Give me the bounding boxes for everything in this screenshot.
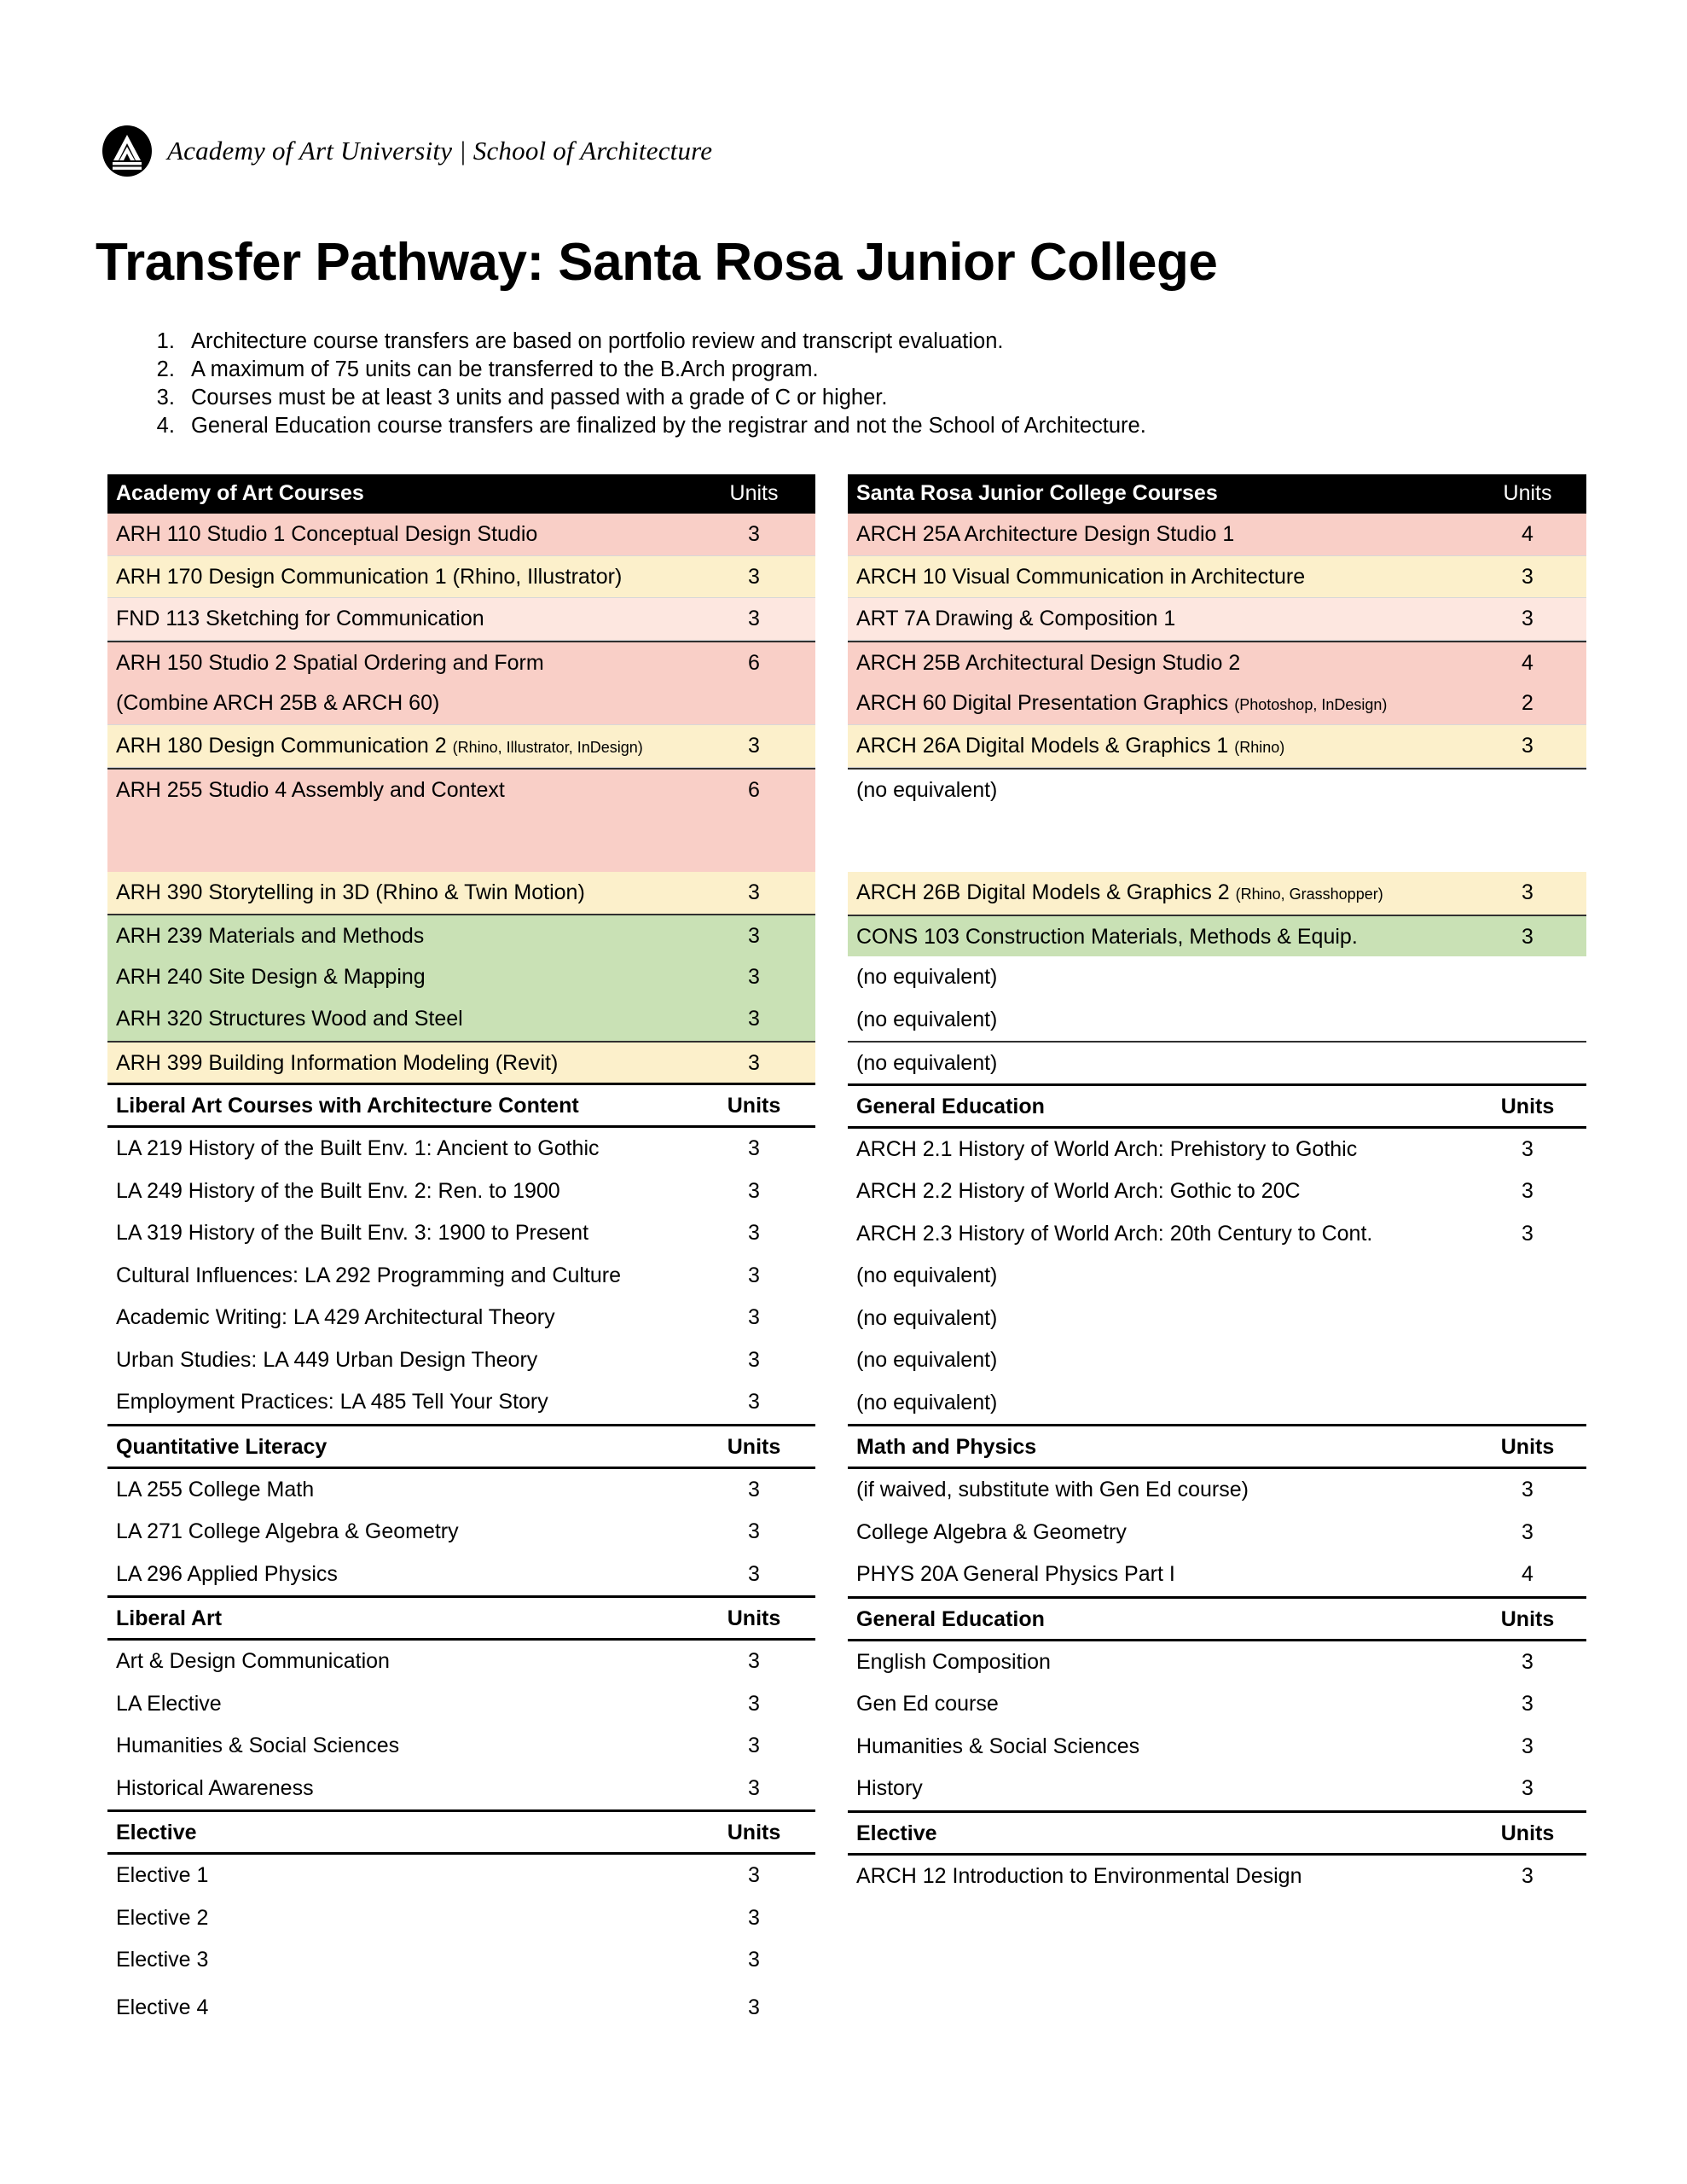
course-name: LA 296 Applied Physics — [116, 1561, 338, 1586]
course-name: Humanities & Social Sciences — [856, 1734, 1140, 1758]
notes-list — [130, 328, 1460, 441]
section-title: Liberal Art Courses with Architecture Content — [116, 1094, 579, 1118]
table-row — [848, 1554, 1586, 1596]
table-row — [848, 514, 1586, 556]
course-units: 3 — [1522, 1776, 1533, 1800]
course-units: 3 — [748, 1649, 760, 1673]
course-units — [1481, 770, 1586, 785]
table-row — [848, 872, 1586, 915]
course-units: 3 — [748, 1995, 760, 2019]
table-row — [848, 1856, 1586, 1898]
table-row — [848, 556, 1586, 599]
table-row — [107, 641, 815, 683]
course-name-note: (Rhino, Grasshopper) — [1235, 886, 1383, 903]
table-row — [848, 1726, 1586, 1769]
table-row — [107, 1170, 815, 1213]
course-units: 3 — [748, 564, 760, 589]
table-row — [107, 514, 815, 556]
course-name: ARCH 12 Introduction to Environmental Design — [856, 1863, 1302, 1888]
column-header-courses: Academy of Art Courses — [116, 481, 364, 505]
section-title: Liberal Art — [116, 1606, 223, 1630]
table-row — [107, 1987, 815, 2035]
table-row — [848, 1298, 1586, 1340]
course-units: 3 — [1522, 1734, 1533, 1758]
course-name: LA 219 History of the Built Env. 1: Ancient to Gothic — [116, 1136, 600, 1160]
course-name: ARH 239 Materials and Methods — [116, 924, 425, 948]
course-name: English Composition — [856, 1649, 1051, 1674]
table-header-row — [848, 474, 1586, 514]
course-name: Employment Practices: LA 485 Tell Your Story — [116, 1390, 548, 1414]
course-name: (no equivalent) — [856, 1263, 998, 1287]
table-row — [107, 914, 815, 956]
course-name: ARCH 2.1 History of World Arch: Prehistory to Gothic — [856, 1136, 1358, 1161]
course-units: 3 — [1522, 1179, 1533, 1203]
course-name: ARCH 2.2 History of World Arch: Gothic to 20C — [856, 1179, 1301, 1203]
table-row — [107, 1469, 815, 1512]
course-units — [1481, 956, 1586, 972]
table-row — [848, 598, 1586, 641]
table-row — [107, 682, 815, 725]
table-row — [848, 1768, 1586, 1810]
course-name: ARCH 60 Digital Presentation Graphics (Photoshop, InDesign) — [856, 691, 1388, 715]
course-name: Elective 3 — [116, 1948, 209, 1972]
course-name: (no equivalent) — [856, 1390, 998, 1414]
table-row — [107, 1725, 815, 1768]
course-name: Academic Writing: LA 429 Architectural Theory — [116, 1305, 555, 1329]
section-header-row — [107, 1595, 815, 1641]
course-units: 3 — [748, 964, 760, 989]
course-name: Elective 2 — [116, 1905, 209, 1930]
table-row — [107, 998, 815, 1041]
table-row — [848, 641, 1586, 683]
column-header-courses: Santa Rosa Junior College Courses — [856, 481, 1218, 505]
course-name: (no equivalent) — [856, 1305, 998, 1330]
course-units: 3 — [748, 1948, 760, 1972]
course-name: (no equivalent) — [856, 1051, 998, 1075]
course-units: 3 — [748, 1136, 760, 1160]
course-name: ARH 320 Structures Wood and Steel — [116, 1007, 463, 1031]
course-name: LA Elective — [116, 1691, 222, 1716]
course-units: 3 — [1522, 1221, 1533, 1246]
course-name: ARH 240 Site Design & Mapping — [116, 964, 426, 989]
transfer-tables — [107, 474, 1586, 2035]
column-header-units: Units — [727, 1821, 781, 1844]
table-header-row — [107, 474, 815, 514]
table-row — [848, 682, 1586, 725]
course-units: 3 — [748, 1007, 760, 1031]
table-row — [848, 915, 1586, 957]
course-name: ART 7A Drawing & Composition 1 — [856, 607, 1176, 630]
course-name: LA 255 College Math — [116, 1477, 315, 1502]
note-item: 1. Architecture course transfers are based on portfolio review and transcript evaluation. — [181, 328, 1460, 356]
course-units: 6 — [748, 650, 760, 675]
table-row — [107, 598, 815, 641]
note-item: 4. General Education course transfers are finalized by the registrar and not the School of Architecture. — [181, 413, 1460, 440]
course-units: 3 — [748, 1519, 760, 1543]
course-units — [1481, 1043, 1586, 1058]
section-header-row — [107, 1424, 815, 1469]
table-row — [107, 1511, 815, 1554]
section-title: Elective — [116, 1821, 197, 1844]
table-row — [107, 1939, 815, 1987]
section-header-row — [848, 1083, 1586, 1129]
course-units: 3 — [748, 1477, 760, 1502]
course-name: CONS 103 Construction Materials, Methods & Equip. — [856, 924, 1358, 949]
course-units: 3 — [1522, 564, 1533, 589]
course-name: Historical Awareness — [116, 1775, 314, 1800]
table-row — [107, 1855, 815, 1897]
table-row — [107, 872, 815, 915]
course-name: ARH 255 Studio 4 Assembly and Context — [116, 777, 505, 802]
course-units: 3 — [748, 1263, 760, 1287]
section-title: General Education — [856, 1606, 1045, 1631]
course-units: 4 — [1522, 1562, 1533, 1586]
course-units: 3 — [748, 1347, 760, 1372]
course-units: 3 — [1522, 607, 1533, 630]
table-row — [848, 1170, 1586, 1213]
course-name: ARCH 25A Architecture Design Studio 1 — [856, 522, 1235, 546]
course-name: PHYS 20A General Physics Part I — [856, 1562, 1175, 1586]
course-units: 4 — [1522, 650, 1533, 675]
table-row — [107, 768, 815, 872]
course-units: 3 — [1522, 1692, 1533, 1716]
table-row — [107, 1041, 815, 1083]
section-header-row — [107, 1083, 815, 1128]
section-header-row — [848, 1596, 1586, 1641]
course-name: ARCH 26A Digital Models & Graphics 1 (Rhino) — [856, 734, 1285, 758]
course-name: ARCH 25B Architectural Design Studio 2 — [856, 650, 1241, 675]
table-row — [848, 725, 1586, 768]
table-row — [107, 1297, 815, 1339]
course-name: (if waived, substitute with Gen Ed course) — [856, 1478, 1249, 1502]
course-units: 3 — [748, 607, 760, 630]
table-row — [848, 956, 1586, 999]
course-units — [1481, 1255, 1586, 1270]
table-row — [848, 1213, 1586, 1256]
course-name-note: (Photoshop, InDesign) — [1234, 696, 1388, 713]
section-header-row — [848, 1424, 1586, 1469]
table-row — [848, 1382, 1586, 1425]
course-units: 4 — [1522, 522, 1533, 546]
column-header-units: Units — [727, 1434, 781, 1459]
course-name: ARH 390 Storytelling in 3D (Rhino & Twin Motion) — [116, 880, 585, 904]
course-units: 3 — [748, 733, 760, 758]
course-name: ARCH 10 Visual Communication in Architecture — [856, 564, 1306, 589]
course-units: 3 — [748, 1305, 760, 1329]
course-name: LA 249 History of the Built Env. 2: Ren. to 1900 — [116, 1178, 560, 1203]
santa-rosa-junior-college-courses-table — [848, 474, 1586, 2035]
course-name: Gen Ed course — [856, 1692, 999, 1716]
table-row — [848, 1469, 1586, 1512]
course-units: 3 — [748, 1561, 760, 1586]
course-name: (no equivalent) — [856, 965, 998, 989]
table-row — [107, 1128, 815, 1170]
column-header-units: Units — [1500, 1435, 1555, 1459]
column-header-units: Units — [729, 481, 779, 505]
column-header-units: Units — [1500, 1606, 1555, 1631]
course-units: 6 — [748, 777, 760, 802]
brand-title: Academy of Art University | School of Architecture — [167, 136, 713, 166]
course-units: 3 — [748, 1178, 760, 1203]
section-header-row — [107, 1809, 815, 1855]
course-name: (no equivalent) — [856, 1007, 998, 1031]
course-name: Cultural Influences: LA 292 Programming and Culture — [116, 1263, 621, 1287]
table-row — [848, 768, 1586, 872]
table-row — [848, 1129, 1586, 1171]
section-title: General Education — [856, 1094, 1045, 1118]
course-name-note: (Rhino) — [1234, 739, 1285, 756]
academy-of-art-courses-table — [107, 474, 815, 2035]
course-units: 3 — [748, 880, 760, 904]
course-units: 3 — [1522, 880, 1533, 904]
table-row — [107, 1897, 815, 1940]
course-name: (no equivalent) — [856, 778, 998, 802]
course-units: 3 — [748, 1905, 760, 1930]
table-row — [848, 1641, 1586, 1684]
table-row — [107, 1339, 815, 1382]
table-row — [848, 999, 1586, 1042]
section-title: Quantitative Literacy — [116, 1434, 328, 1459]
course-name-note: (Rhino, Illustrator, InDesign) — [452, 738, 643, 756]
column-header-units: Units — [1503, 481, 1552, 505]
table-row — [107, 725, 815, 768]
table-row — [107, 956, 815, 999]
course-name: Art & Design Communication — [116, 1649, 390, 1673]
table-row — [848, 1512, 1586, 1554]
course-name: ARCH 26B Digital Models & Graphics 2 (Rhino, Grasshopper) — [856, 880, 1383, 904]
course-name: Elective 4 — [116, 1995, 209, 2019]
course-units: 3 — [1522, 924, 1533, 949]
course-name: ARH 399 Building Information Modeling (Revit) — [116, 1050, 559, 1075]
table-row — [107, 1212, 815, 1255]
course-units: 3 — [748, 924, 760, 948]
course-name: (no equivalent) — [856, 1348, 998, 1372]
course-units: 3 — [748, 1775, 760, 1800]
course-units — [713, 682, 815, 698]
column-header-units: Units — [727, 1094, 781, 1118]
brand-header — [101, 126, 712, 176]
course-name: ARCH 2.3 History of World Arch: 20th Century to Cont. — [856, 1221, 1373, 1246]
course-name-continued: (Combine ARCH 25B & ARCH 60) — [116, 691, 440, 715]
course-name: LA 319 History of the Built Env. 3: 1900 to Present — [116, 1221, 589, 1245]
section-title: Elective — [856, 1821, 937, 1845]
column-header-units: Units — [1500, 1094, 1555, 1118]
table-row — [848, 1255, 1586, 1298]
course-units: 3 — [748, 1863, 760, 1887]
course-name: Humanities & Social Sciences — [116, 1734, 400, 1757]
course-units: 3 — [748, 1691, 760, 1716]
course-units — [1481, 1339, 1586, 1355]
table-row — [107, 1554, 815, 1596]
course-units: 3 — [1522, 1136, 1533, 1161]
column-header-units: Units — [727, 1606, 781, 1630]
table-row — [848, 1339, 1586, 1382]
course-units — [1481, 1382, 1586, 1397]
course-units — [1481, 1298, 1586, 1313]
note-item: 3. Courses must be at least 3 units and passed with a grade of C or higher. — [181, 385, 1460, 412]
note-item: 2. A maximum of 75 units can be transferred to the B.Arch program. — [181, 357, 1460, 384]
course-units: 3 — [748, 1050, 760, 1075]
table-row — [107, 1381, 815, 1424]
course-units: 3 — [1522, 734, 1533, 758]
table-row — [107, 556, 815, 599]
course-name: College Algebra & Geometry — [856, 1519, 1127, 1544]
table-row — [848, 1041, 1586, 1083]
course-units: 3 — [1522, 1519, 1533, 1544]
table-row — [107, 1255, 815, 1298]
course-name: Urban Studies: LA 449 Urban Design Theory — [116, 1347, 538, 1372]
course-units: 3 — [748, 1390, 760, 1414]
column-header-units: Units — [1500, 1821, 1555, 1845]
course-name: LA 271 College Algebra & Geometry — [116, 1519, 459, 1543]
academy-of-art-triangle-logo-icon — [101, 125, 154, 177]
section-header-row — [848, 1810, 1586, 1856]
course-name: ARH 110 Studio 1 Conceptual Design Studio — [116, 522, 538, 546]
course-name: Elective 1 — [116, 1863, 209, 1887]
table-row — [848, 1683, 1586, 1726]
course-units: 3 — [748, 522, 760, 546]
course-units: 3 — [748, 1734, 760, 1757]
course-name: ARH 180 Design Communication 2 (Rhino, Illustrator, InDesign) — [116, 733, 643, 758]
course-units — [1481, 999, 1586, 1014]
course-units: 2 — [1522, 691, 1533, 715]
table-row — [107, 1683, 815, 1726]
course-units: 3 — [748, 1221, 760, 1245]
table-row — [107, 1768, 815, 1810]
course-name: ARH 170 Design Communication 1 (Rhino, Illustrator) — [116, 564, 623, 589]
course-name: History — [856, 1776, 923, 1800]
section-title: Math and Physics — [856, 1435, 1037, 1459]
course-name: FND 113 Sketching for Communication — [116, 607, 484, 630]
page-title: Transfer Pathway: Santa Rosa Junior College — [96, 233, 1218, 292]
course-units: 3 — [1522, 1649, 1533, 1674]
table-row — [107, 1641, 815, 1683]
course-units: 3 — [1522, 1863, 1533, 1888]
course-units: 3 — [1522, 1478, 1533, 1502]
course-name: ARH 150 Studio 2 Spatial Ordering and Form — [116, 650, 544, 675]
